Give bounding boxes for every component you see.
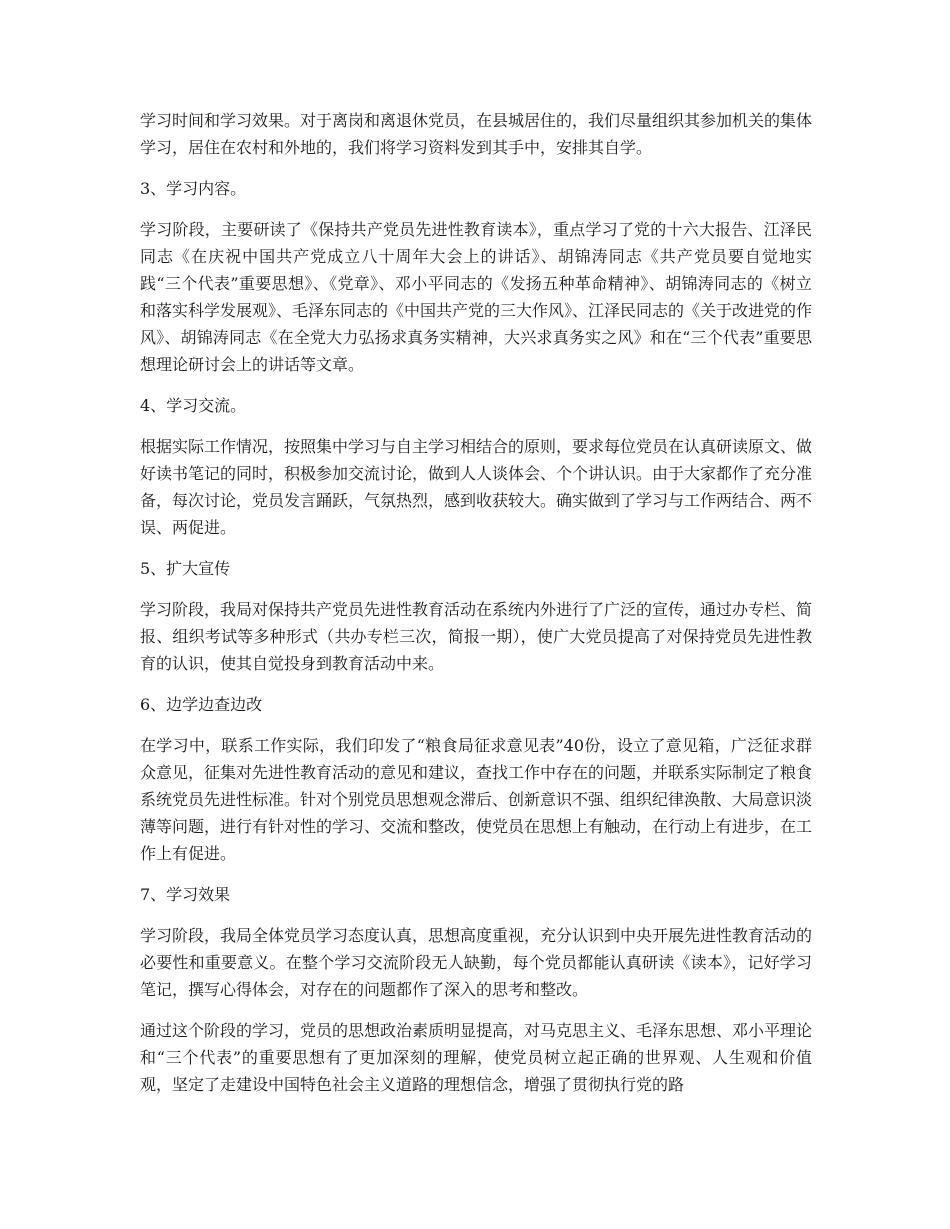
body-paragraph: 学习时间和学习效果。对于离岗和离退休党员，在县城居住的，我们尽量组织其参加机关的集体学习，居住在农村和外地的，我们将学习资料发到其手中，安排其自学。	[140, 111, 813, 157]
body-paragraph: 学习阶段，我局对保持共产党员先进性教育活动在系统内外进行了广泛的宣传，通过办专栏、简报、组织考试等多种形式（共办专栏三次，简报一期），使广大党员提高了对保持党员先进性教育的认识，使其自觉投身到教育活动中来。	[140, 600, 813, 673]
section-heading-5: 5、扩大宣传	[140, 559, 231, 578]
body-paragraph: 通过这个阶段的学习，党员的思想政治素质明显提高，对马克思主义、毛泽东思想、邓小平理论和“三个代表”的重要思想有了更加深刻的理解，使党员树立起正确的世界观、人生观和价值观，坚定了走建设中国特色社会主义道路的理想信念，增强了贯彻执行党的路	[140, 1021, 813, 1094]
body-paragraph: 学习阶段，主要研读了《保持共产党员先进性教育读本》，重点学习了党的十六大报告、江泽民同志《在庆祝中国共产党成立八十周年大会上的讲话》、胡锦涛同志《共产党员要自觉地实践“三个代表”重要思想》、《党章》、邓小平同志的《发扬五种革命精神》、胡锦涛同志的《树立和落实科学发展观》、毛泽东同志的《中国共产党的三大作风》、江泽民同志的《关于改进党的作风》、胡锦涛同志《在全党大力弘扬求真务实精神，大兴求真务实之风》和在“三个代表”重要思想理论研讨会上的讲话等文章。	[140, 220, 813, 374]
body-paragraph: 学习阶段，我局全体党员学习态度认真，思想高度重视，充分认识到中央开展先进性教育活动的必要性和重要意义。在整个学习交流阶段无人缺勤，每个党员都能认真研读《读本》，记好学习笔记，撰写心得体会，对存在的问题都作了深入的思考和整改。	[140, 926, 813, 999]
section-heading-6: 6、边学边查边改	[140, 695, 263, 714]
body-paragraph: 在学习中，联系工作实际，我们印发了“粮食局征求意见表”40份，设立了意见箱，广泛征求群众意见，征集对先进性教育活动的意见和建议，查找工作中存在的问题，并联系实际制定了粮食系统党员先进性标准。针对个别党员思想观念滞后、创新意识不强、组织纪律涣散、大局意识淡薄等问题，进行有针对性的学习、交流和整改，使党员在思想上有触动，在行动上有进步，在工作上有促进。	[140, 736, 813, 863]
section-heading-4: 4、学习交流。	[140, 396, 247, 415]
section-heading-7: 7、学习效果	[140, 885, 231, 904]
document-body	[140, 107, 812, 1112]
section-heading-3: 3、学习内容。	[140, 179, 247, 198]
body-paragraph: 根据实际工作情况，按照集中学习与自主学习相结合的原则，要求每位党员在认真研读原文、做好读书笔记的同时，积极参加交流讨论，做到人人谈体会、个个讲认识。由于大家都作了充分准备，每次讨论，党员发言踊跃，气氛热烈，感到收获较大。确实做到了学习与工作两结合、两不误、两促进。	[140, 437, 813, 537]
